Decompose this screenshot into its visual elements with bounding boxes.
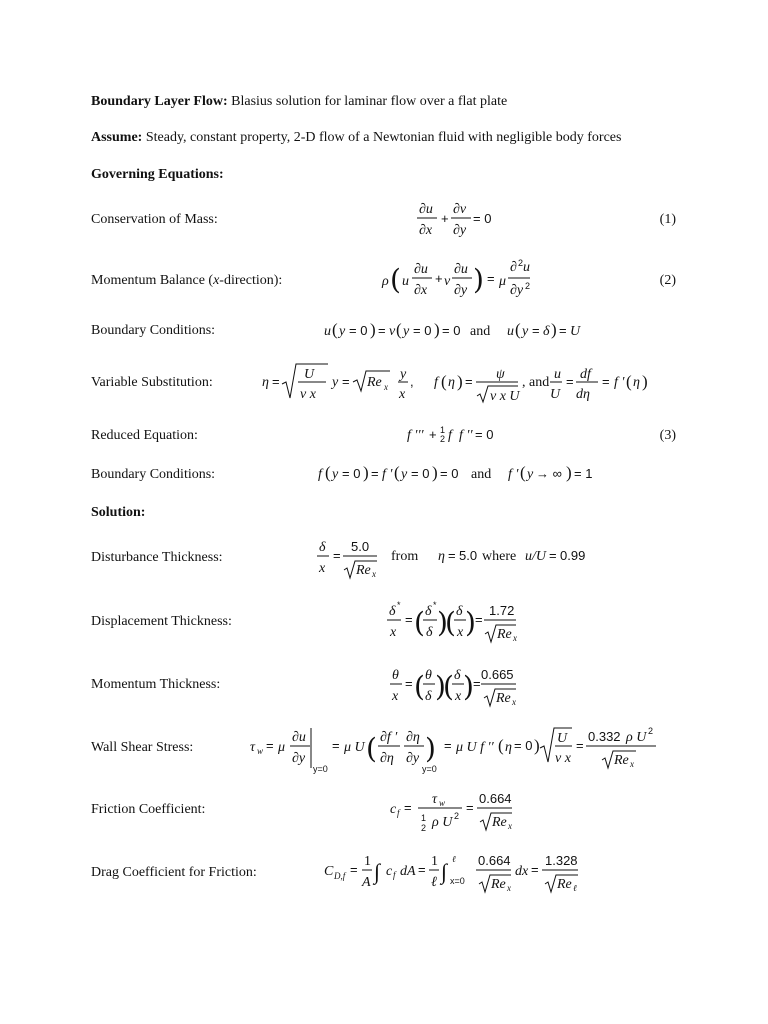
disturbance-label: Disturbance Thickness: — [91, 550, 223, 565]
svg-text:η: η — [448, 375, 455, 390]
title-text: Blasius solution for laminar flow over a flat plate — [227, 94, 508, 109]
svg-text:+: + — [441, 211, 449, 226]
svg-text:x=0: x=0 — [450, 876, 465, 886]
svg-text:dη: dη — [576, 387, 590, 402]
svg-text:2: 2 — [648, 726, 654, 736]
displacement-value: 1.72 — [489, 603, 515, 618]
disturbance-from: from — [391, 549, 419, 564]
svg-text:μ U: μ U — [344, 740, 365, 755]
svg-text:δ: δ — [454, 668, 461, 683]
svg-text:(: ( — [445, 606, 456, 639]
disturbance-eta: 5.0 — [459, 548, 478, 563]
svg-text:=: = — [532, 323, 540, 338]
svg-text:τ: τ — [250, 740, 256, 755]
svg-text:u/U: u/U — [525, 549, 546, 564]
svg-text:,: , — [410, 374, 414, 389]
shear-label: Wall Shear Stress: — [91, 740, 194, 755]
svg-text:δ: δ — [543, 324, 550, 339]
svg-text:= 0: = 0 — [440, 466, 459, 481]
svg-text:(: ( — [366, 732, 377, 765]
svg-text:u: u — [554, 367, 561, 382]
svg-text:x: x — [513, 633, 517, 643]
svg-text:∂u: ∂u — [414, 262, 428, 277]
svg-text:∂y: ∂y — [510, 283, 524, 298]
svg-text:y: y — [527, 467, 534, 482]
svg-text:f ′: f ′ — [614, 375, 625, 390]
svg-text:): ) — [642, 372, 648, 391]
svg-text:v: v — [389, 324, 396, 339]
momentum-equation — [380, 256, 530, 302]
svg-text:(: ( — [498, 736, 504, 755]
svg-text:w: w — [439, 798, 446, 808]
bc2-label: Boundary Conditions: — [91, 467, 216, 482]
svg-text:): ) — [566, 463, 572, 482]
svg-text:+: + — [429, 427, 437, 442]
svg-text:=: = — [272, 374, 280, 389]
svg-text:x: x — [508, 821, 512, 831]
mass-equation — [415, 199, 495, 241]
svg-text:1: 1 — [440, 425, 446, 435]
svg-text:x: x — [372, 569, 376, 579]
momentum-label: Momentum Balance (x-direction): — [91, 273, 283, 288]
svg-text:y: y — [401, 467, 408, 482]
svg-text:w: w — [257, 746, 264, 756]
svg-text:=: = — [576, 738, 584, 753]
subst-label: Variable Substitution: — [91, 375, 213, 390]
assume-bold: Assume: — [91, 130, 143, 145]
mass-label: Conservation of Mass: — [91, 212, 218, 227]
svg-text:η: η — [633, 375, 640, 390]
svg-text:u: u — [402, 274, 409, 289]
svg-text:=: = — [266, 738, 274, 753]
svg-text:∂y: ∂y — [454, 283, 468, 298]
svg-text:x: x — [390, 625, 397, 640]
svg-text:τ: τ — [432, 792, 438, 807]
svg-text:): ) — [437, 606, 448, 639]
svg-text:2: 2 — [454, 811, 460, 821]
svg-text:y: y — [332, 467, 339, 482]
svg-text:(: ( — [520, 463, 526, 482]
solution-heading: Solution: — [91, 505, 146, 520]
svg-text:(: ( — [332, 320, 338, 339]
svg-text:= 0: = 0 — [342, 466, 361, 481]
displacement-equation — [385, 598, 525, 648]
svg-text:θ: θ — [425, 668, 432, 683]
svg-text:=: = — [566, 374, 574, 389]
svg-text:dA: dA — [400, 864, 416, 879]
disturbance-equation — [315, 534, 605, 584]
svg-text:ψ: ψ — [496, 367, 505, 382]
svg-text:f ′: f ′ — [382, 467, 393, 482]
svg-text:(: ( — [414, 670, 425, 703]
svg-text:C: C — [324, 864, 334, 879]
title-line — [91, 94, 507, 110]
svg-text:ℓ: ℓ — [573, 883, 577, 893]
shear-value: 0.332 — [588, 729, 621, 744]
svg-text:u: u — [507, 324, 514, 339]
svg-text:=: = — [404, 800, 412, 815]
bc1-label: Boundary Conditions: — [91, 323, 216, 338]
svg-text:1: 1 — [421, 813, 427, 823]
svg-text:→ ∞: → ∞ — [536, 466, 562, 481]
svg-text:η: η — [262, 375, 269, 390]
svg-text:μ: μ — [499, 274, 507, 289]
svg-text:= 0: = 0 — [473, 211, 492, 226]
displacement-label: Displacement Thickness: — [91, 614, 232, 629]
svg-text:=: = — [350, 862, 358, 877]
svg-text:μ U f ′′: μ U f ′′ — [456, 740, 494, 755]
svg-text:= 1: = 1 — [574, 466, 593, 481]
svg-text:f: f — [397, 808, 400, 818]
svg-text:Re: Re — [367, 375, 382, 390]
svg-text:): ) — [457, 372, 463, 391]
svg-text:(: ( — [626, 372, 632, 391]
svg-text:(: ( — [414, 606, 425, 639]
svg-text:∫: ∫ — [374, 859, 381, 884]
svg-text:y: y — [522, 324, 529, 339]
friction-label: Friction Coefficient: — [91, 802, 206, 817]
shear-equation — [248, 724, 668, 776]
svg-text:∂x: ∂x — [419, 223, 433, 238]
bc1-equation — [322, 318, 592, 344]
svg-text:c: c — [390, 802, 397, 817]
subst-and: , and — [522, 375, 550, 390]
svg-text:ν x: ν x — [300, 387, 316, 402]
svg-text:(: ( — [325, 463, 331, 482]
svg-text:=: = — [473, 676, 481, 691]
svg-text:(: ( — [443, 670, 454, 703]
svg-text:): ) — [370, 320, 376, 339]
bc2-equation — [316, 460, 596, 486]
svg-text:f: f — [434, 375, 438, 390]
svg-text:x: x — [392, 689, 399, 704]
svg-text:∂y: ∂y — [453, 223, 467, 238]
svg-text:∂u: ∂u — [419, 202, 433, 217]
svg-text:(: ( — [396, 320, 402, 339]
svg-text:∫: ∫ — [441, 859, 448, 884]
svg-text:Re: Re — [614, 753, 629, 768]
svg-text:): ) — [425, 732, 436, 765]
svg-text:+: + — [435, 271, 443, 286]
svg-text:∂u: ∂u — [454, 262, 468, 277]
svg-text:δ: δ — [425, 689, 432, 704]
assume-text: Steady, constant property, 2-D flow of a Newtonian fluid with negligible body forces — [142, 130, 622, 145]
svg-text:y: y — [332, 375, 339, 390]
svg-text:=: = — [333, 548, 341, 563]
svg-text:f: f — [393, 870, 396, 880]
reduced-label: Reduced Equation: — [91, 428, 198, 443]
svg-text:): ) — [434, 320, 440, 339]
svg-text:μ: μ — [278, 740, 286, 755]
svg-text:f ′′′: f ′′′ — [407, 428, 424, 443]
svg-text:U: U — [557, 731, 568, 746]
svg-text:x: x — [507, 883, 511, 893]
svg-text:2: 2 — [421, 823, 427, 833]
momthick-label: Momentum Thickness: — [91, 677, 221, 692]
svg-text:ρ U: ρ U — [626, 730, 647, 745]
svg-text:2: 2 — [440, 434, 446, 444]
svg-text:δ: δ — [426, 625, 433, 640]
reduced-equation — [405, 421, 505, 447]
svg-text:u: u — [523, 260, 530, 275]
subst-equation — [260, 360, 650, 406]
svg-text:=: = — [549, 548, 557, 563]
svg-text:ℓ: ℓ — [452, 854, 456, 864]
svg-text:=: = — [405, 612, 413, 627]
svg-text:1: 1 — [431, 854, 438, 869]
svg-text:df: df — [580, 367, 591, 382]
svg-text:*: * — [433, 600, 437, 610]
svg-text:(: ( — [394, 463, 400, 482]
friction-value: 0.664 — [479, 791, 512, 806]
svg-text:=: = — [371, 466, 379, 481]
svg-text:=: = — [465, 374, 473, 389]
svg-text:U: U — [304, 367, 315, 382]
svg-text:= 0: = 0 — [349, 323, 368, 338]
svg-text:ρ U: ρ U — [432, 815, 453, 830]
momthick-equation — [388, 662, 528, 712]
eq-number-2: (2) — [659, 273, 676, 288]
svg-text:=: = — [487, 271, 495, 286]
svg-text:): ) — [473, 263, 484, 296]
svg-text:∂u: ∂u — [292, 730, 306, 745]
svg-text:): ) — [432, 463, 438, 482]
eq-number-1: (1) — [659, 212, 676, 227]
svg-text:=: = — [378, 323, 386, 338]
drag-value-2: 1.328 — [545, 853, 578, 868]
svg-text:*: * — [397, 600, 401, 610]
svg-text:=: = — [559, 323, 567, 338]
svg-text:U: U — [550, 387, 561, 402]
svg-text:∂y: ∂y — [292, 751, 306, 766]
drag-value-1: 0.664 — [478, 853, 511, 868]
svg-text:): ) — [551, 320, 557, 339]
svg-text:∂η: ∂η — [380, 751, 394, 766]
svg-text:x: x — [399, 387, 406, 402]
svg-text:Re: Re — [356, 563, 371, 578]
svg-text:ρ: ρ — [382, 274, 389, 289]
svg-text:u: u — [324, 324, 331, 339]
bc2-and: and — [471, 467, 492, 482]
svg-text:ν x: ν x — [555, 751, 571, 766]
svg-text:dx: dx — [515, 864, 529, 879]
svg-text:Re: Re — [492, 815, 507, 830]
svg-text:=: = — [418, 862, 426, 877]
svg-text:x: x — [319, 561, 326, 576]
svg-text:∂η: ∂η — [406, 730, 420, 745]
title-bold: Boundary Layer Flow: — [91, 94, 228, 109]
svg-text:x: x — [512, 697, 516, 707]
svg-text:): ) — [465, 606, 476, 639]
svg-text:=: = — [475, 612, 483, 627]
svg-text:η: η — [438, 549, 445, 564]
svg-text:=: = — [444, 738, 452, 753]
svg-text:Re: Re — [497, 627, 512, 642]
svg-text:): ) — [463, 670, 474, 703]
assume-line — [91, 130, 621, 146]
svg-text:D,f: D,f — [334, 871, 346, 881]
svg-text:x: x — [455, 689, 462, 704]
svg-text:y: y — [403, 324, 410, 339]
svg-text:η: η — [505, 740, 512, 755]
svg-text:(: ( — [390, 263, 401, 296]
bc1-and: and — [470, 324, 491, 339]
svg-text:δ: δ — [456, 604, 463, 619]
svg-text:2: 2 — [518, 258, 524, 268]
eq-number-3: (3) — [659, 428, 676, 443]
friction-equation — [388, 786, 528, 836]
svg-text:δ: δ — [425, 604, 432, 619]
svg-text:Re: Re — [496, 691, 511, 706]
svg-text:v: v — [444, 274, 451, 289]
svg-text:2: 2 — [525, 281, 531, 291]
svg-text:=: = — [531, 862, 539, 877]
svg-text:x: x — [630, 759, 634, 769]
svg-text:f: f — [448, 428, 452, 443]
svg-text:=: = — [332, 738, 340, 753]
svg-text:= 0: = 0 — [411, 466, 430, 481]
svg-text:f: f — [318, 467, 322, 482]
svg-text:U: U — [570, 324, 581, 339]
svg-text:ℓ: ℓ — [431, 875, 437, 890]
svg-text:∂f ′: ∂f ′ — [380, 730, 398, 745]
svg-text:y: y — [400, 367, 407, 382]
svg-text:Re: Re — [557, 877, 572, 892]
disturbance-value: 5.0 — [351, 539, 370, 554]
svg-text:∂v: ∂v — [453, 202, 467, 217]
svg-text:(: ( — [441, 372, 447, 391]
svg-text:δ: δ — [389, 604, 396, 619]
svg-text:= 0: = 0 — [442, 323, 461, 338]
svg-text:): ) — [435, 670, 446, 703]
svg-text:y: y — [339, 324, 346, 339]
svg-text:ν x U: ν x U — [490, 389, 520, 404]
svg-text:f ′′: f ′′ — [459, 428, 473, 443]
svg-text:∂x: ∂x — [414, 283, 428, 298]
svg-text:Re: Re — [491, 877, 506, 892]
svg-text:f ′: f ′ — [508, 467, 519, 482]
momthick-value: 0.665 — [481, 667, 514, 682]
svg-text:x: x — [384, 382, 388, 392]
svg-text:=: = — [602, 374, 610, 389]
svg-text:c: c — [386, 864, 393, 879]
svg-text:= 0: = 0 — [475, 427, 494, 442]
svg-text:1: 1 — [364, 854, 371, 869]
svg-text:(: ( — [515, 320, 521, 339]
disturbance-ratio: 0.99 — [560, 548, 586, 563]
svg-text:∂y: ∂y — [406, 751, 420, 766]
svg-text:∂: ∂ — [510, 260, 517, 275]
svg-text:= 0: = 0 — [514, 738, 533, 753]
svg-text:A: A — [362, 875, 371, 890]
svg-text:y=0: y=0 — [422, 764, 437, 774]
svg-text:=: = — [342, 374, 350, 389]
svg-text:=: = — [466, 800, 474, 815]
svg-text:= 0: = 0 — [413, 323, 432, 338]
svg-text:θ: θ — [392, 668, 399, 683]
svg-text:): ) — [534, 736, 540, 755]
svg-text:y=0: y=0 — [313, 764, 328, 774]
governing-heading: Governing Equations: — [91, 167, 224, 182]
drag-equation — [322, 848, 592, 900]
disturbance-where: where — [482, 549, 517, 564]
svg-text:): ) — [363, 463, 369, 482]
svg-text:x: x — [457, 625, 464, 640]
drag-label: Drag Coefficient for Friction: — [91, 865, 257, 880]
svg-text:=: = — [448, 548, 456, 563]
svg-text:δ: δ — [319, 540, 326, 555]
svg-text:=: = — [405, 676, 413, 691]
